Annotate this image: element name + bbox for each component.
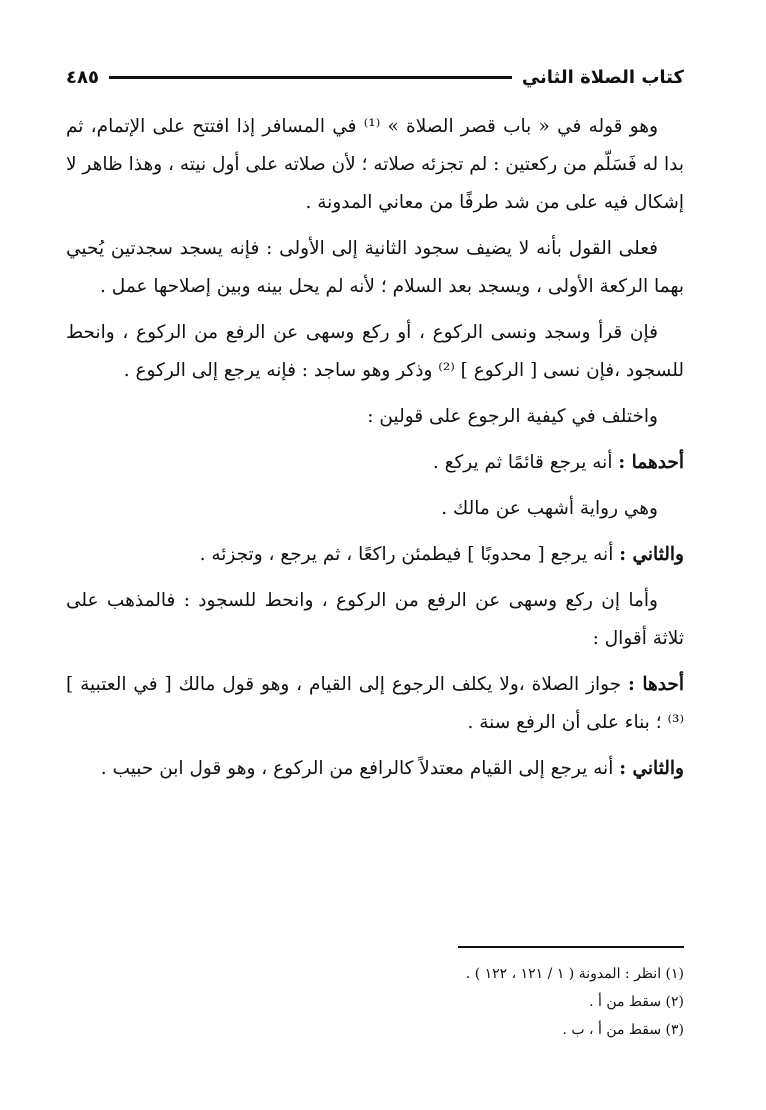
opinion-label-3: أحدها : — [628, 674, 685, 695]
paragraph-9 — [66, 666, 684, 742]
opinion-label-1: أحدهما : — [618, 452, 684, 473]
opinion-text-1: أنه يرجع قائمًا ثم يركع . — [432, 452, 619, 473]
paragraph-1: وهو قوله في « باب قصر الصلاة » ⁽¹⁾ في المسافر إذا افتتح على الإتمام، ثم بدا له فَسَلّم من ركعتين : لم تجزئه صلاته ؛ لأن صلاته على أول نيته ، وهذا ظاهر لا إشكال فيه على من شد طرفًا من معاني المدونة . — [65, 116, 684, 213]
page-body — [66, 108, 684, 796]
header-rule — [109, 76, 512, 79]
paragraph-6: وهي رواية أشهب عن مالك . — [441, 498, 658, 519]
paragraph-4: واختلف في كيفية الرجوع على قولين : — [367, 406, 658, 427]
opinion-label-2: والثاني : — [619, 544, 684, 565]
opinion-text-3: جواز الصلاة ،ولا يكلف الرجوع إلى القيام ، وهو قول مالك [ في العتبية ] ⁽³⁾ ؛ بناء على أن الرفع سنة . — [66, 674, 684, 733]
footnote-2: (٢) سقط من أ . — [589, 994, 684, 1010]
paragraph-8: وأما إن ركع وسهى عن الرفع من الركوع ، وانحط للسجود : فالمذهب على ثلاثة أقوال : — [66, 590, 684, 649]
opinion-text-4: أنه يرجع إلى القيام معتدلاً كالرافع من الركوع ، وهو قول ابن حبيب . — [100, 758, 620, 779]
paragraph-2: فعلى القول بأنه لا يضيف سجود الثانية إلى الأولى : فإنه يسجد سجدتين يُحيي بهما الركعة الأولى ، ويسجد بعد السلام ؛ لأنه لم يحل بينه وبين إصلاحها عمل . — [66, 238, 684, 297]
page-header — [66, 60, 684, 94]
page-number: ٤٨٥ — [66, 66, 99, 88]
chapter-title: كتاب الصلاة الثاني — [521, 66, 684, 88]
footnote-1: (١) انظر : المدونة ( ١ / ١٢١ ، ١٢٢ ) . — [465, 966, 684, 982]
opinion-text-2: أنه يرجع [ محدوبًا ] فيطمئن راكعًا ، ثم يرجع ، وتجزئه . — [199, 544, 620, 565]
paragraph-5 — [66, 444, 684, 482]
paragraph-7 — [66, 536, 684, 574]
footnote-3: (٣) سقط من أ ، ب . — [562, 1022, 684, 1038]
paragraph-10 — [66, 750, 684, 788]
opinion-label-4: والثاني : — [619, 758, 684, 779]
footnote-separator — [458, 946, 684, 948]
paragraph-3: فإن قرأ وسجد ونسى الركوع ، أو ركع وسهى عن الرفع من الركوع ، وانحط للسجود ،فإن نسى [ الركوع ] ⁽²⁾ وذكر وهو ساجد : فإنه يرجع إلى الركوع . — [66, 322, 684, 381]
footnotes — [66, 960, 684, 1044]
